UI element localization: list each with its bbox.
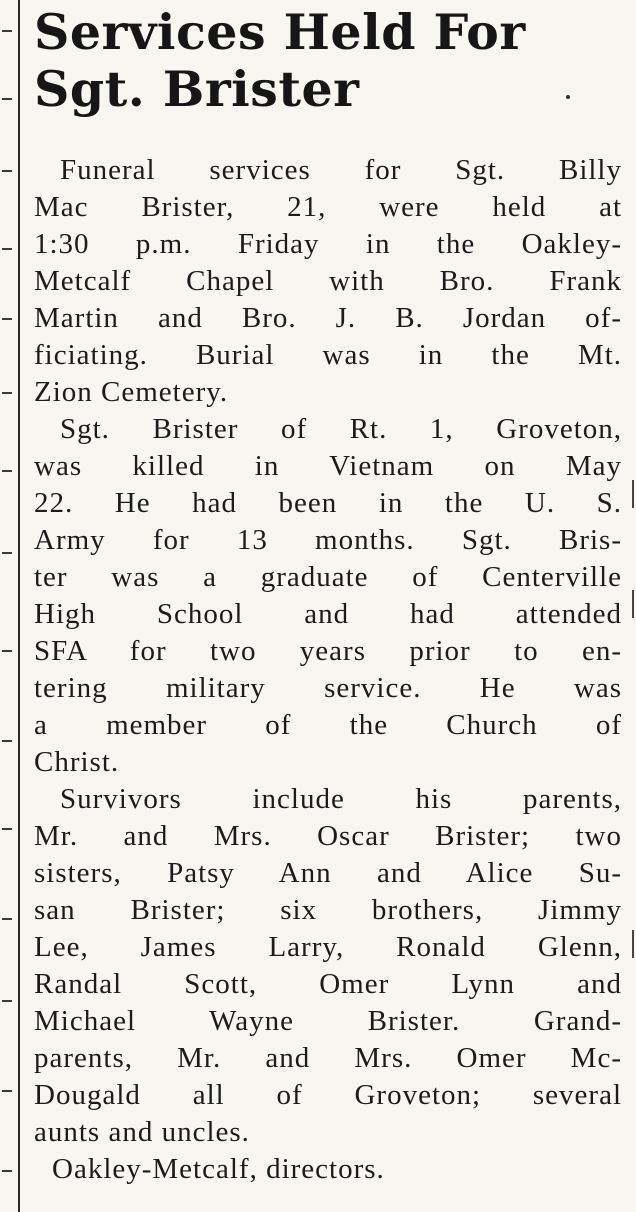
headline-line: Sgt. Brister: [34, 60, 360, 118]
text-line: ficiating. Burial was in the Mt.: [34, 339, 622, 371]
text-line: Michael Wayne Brister. Grand-: [34, 1005, 622, 1037]
edge-mark: [2, 650, 12, 652]
text-line: sisters, Patsy Ann and Alice Su-: [34, 857, 622, 889]
headline-line: Services Held For: [34, 3, 526, 61]
edge-mark: [626, 480, 634, 508]
text-line: Christ.: [34, 746, 120, 778]
text-line: tering military service. He was: [34, 672, 622, 704]
edge-mark: [2, 1000, 12, 1002]
edge-mark: [2, 1090, 12, 1092]
edge-mark: [2, 470, 12, 472]
edge-mark: [626, 930, 634, 958]
text-line: Zion Cemetery.: [34, 376, 229, 408]
edge-mark: [2, 318, 12, 320]
column-rule: [18, 0, 20, 1212]
text-line: Funeral services for Sgt. Billy: [60, 154, 622, 186]
edge-mark: [2, 170, 12, 172]
text-line: parents, Mr. and Mrs. Omer Mc-: [34, 1042, 622, 1074]
edge-mark: [2, 740, 12, 742]
text-line: aunts and uncles.: [34, 1116, 250, 1148]
text-line: Oakley-Metcalf, directors.: [52, 1153, 385, 1185]
paragraph-funeral: [34, 152, 622, 411]
text-line: Lee, James Larry, Ronald Glenn,: [34, 931, 622, 963]
text-line: Dougald all of Groveton; several: [34, 1079, 622, 1111]
edge-mark: [2, 248, 12, 250]
edge-mark: [2, 1170, 12, 1172]
article-body: [34, 152, 622, 1188]
edge-mark: [2, 98, 12, 100]
edge-mark: [2, 828, 12, 830]
text-line: Army for 13 months. Sgt. Bris-: [34, 524, 622, 556]
text-line: Martin and Bro. J. B. Jordan of-: [34, 302, 622, 334]
text-line: ter was a graduate of Centerville: [34, 561, 622, 593]
text-line: a member of the Church of: [34, 709, 622, 741]
paragraph-directors: [34, 1151, 622, 1188]
edge-mark: [2, 552, 12, 554]
text-line: Randal Scott, Omer Lynn and: [34, 968, 622, 1000]
edge-mark: [2, 30, 12, 32]
text-line: 1:30 p.m. Friday in the Oakley-: [34, 228, 622, 260]
text-line: was killed in Vietnam on May: [34, 450, 622, 482]
text-line: Mr. and Mrs. Oscar Brister; two: [34, 820, 622, 852]
edge-mark: [2, 918, 12, 920]
text-line: san Brister; six brothers, Jimmy: [34, 894, 622, 926]
paragraph-survivors: [34, 781, 622, 1151]
paragraph-biography: [34, 411, 622, 781]
text-line: Mac Brister, 21, were held at: [34, 191, 622, 223]
text-line: High School and had attended: [34, 598, 622, 630]
headline: [34, 4, 624, 118]
edge-mark: [2, 392, 12, 394]
text-line: Survivors include his parents,: [60, 783, 622, 815]
text-line: Sgt. Brister of Rt. 1, Groveton,: [60, 413, 622, 445]
edge-mark: [626, 590, 634, 618]
text-line: 22. He had been in the U. S.: [34, 487, 622, 519]
text-line: SFA for two years prior to en-: [34, 635, 622, 667]
text-line: Metcalf Chapel with Bro. Frank: [34, 265, 622, 297]
